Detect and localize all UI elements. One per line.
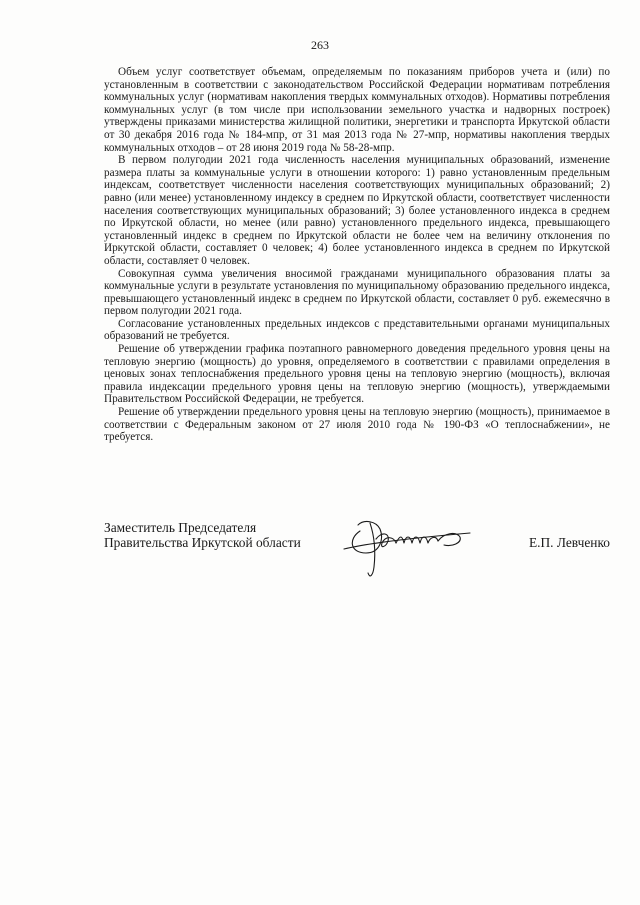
- page-number: 263: [311, 38, 329, 52]
- signature-block: [104, 519, 610, 579]
- paragraph-total-increase: Совокупная сумма увеличения вносимой гражданами муниципального образования платы за коммунальные услуги в результате установления по муниципальному образованию предельного индекса, превышающего установленный индекс в среднем по Иркутской области, составляет 0 руб. ежемесячно в первом полугодии 2021 года.: [104, 267, 610, 318]
- signer-name: Е.П. Левченко: [528, 535, 610, 550]
- signer-title: [104, 521, 301, 550]
- document-body: [104, 66, 610, 444]
- paragraph-heat-price-limit: Решение об утверждении предельного уровня цены на тепловую энергию (мощность), принимаемое в соответствии с Федеральным законом от 27 июля 2010 года № 190-ФЗ «О теплоснабжении», не требуется.: [104, 406, 610, 444]
- paragraph-heat-price-schedule: Решение об утверждении графика поэтапного равномерного доведения предельного уровня цены на тепловую энергию (мощность) до уровня, определяемого в соответствии с правилами определения в ценовых зонах теплоснабжения предельного уровня цены на тепловую энергию (мощность), включая правила индексации предельного уровня цены на тепловую энергию (мощность), утверждаемыми Правительством Российской Федерации, не требуется.: [104, 343, 610, 406]
- paragraph-population: В первом полугодии 2021 года численность населения муниципальных образований, изменение размера платы за коммунальные услуги в отношении которого: 1) равно установленным предельным индексам, соответствует численности населения соответствующих муниципальных образований; 2) равно (или менее) установленному индексу в среднем по Иркутской области, соответствует численности населения соответствующих муниципальных образований; 3) более установленного индекса в среднем по Иркутской области, но менее (или равно) установленного предельного индекса, превышающего установленный индекс в среднем по Иркутской области не более чем на величину отклонения по Иркутской области, составляет 0 человек; 4) более установленного индекса в среднем по Иркутской области, составляет 0 человек.: [104, 154, 610, 267]
- paragraph-approval: Согласование установленных предельных индексов с представительными органами муниципальных образований не требуется.: [104, 317, 610, 343]
- signer-title-line-2: Правительства Иркутской области: [104, 534, 301, 550]
- signer-title-line-1: Заместитель Председателя: [104, 520, 257, 535]
- handwritten-signature: [340, 509, 476, 581]
- paragraph-service-volume: Объем услуг соответствует объемам, определяемым по показаниям приборов учета и (или) по установленным в соответствии с законодательством Российской Федерации нормативам потребления коммунальных услуг (нормативам накопления твердых коммунальных отходов). Нормативы потребления коммунальных услуг (в том числе при использовании земельного участка и надворных построек) утверждены приказами министерства жилищной политики, энергетики и транспорта Иркутской области от 30 декабря 2016 года № 184-мпр, от 31 мая 2013 года № 27-мпр, нормативы накопления твердых коммунальных отходов – от 28 июня 2019 года № 58-28-мпр.: [104, 66, 610, 154]
